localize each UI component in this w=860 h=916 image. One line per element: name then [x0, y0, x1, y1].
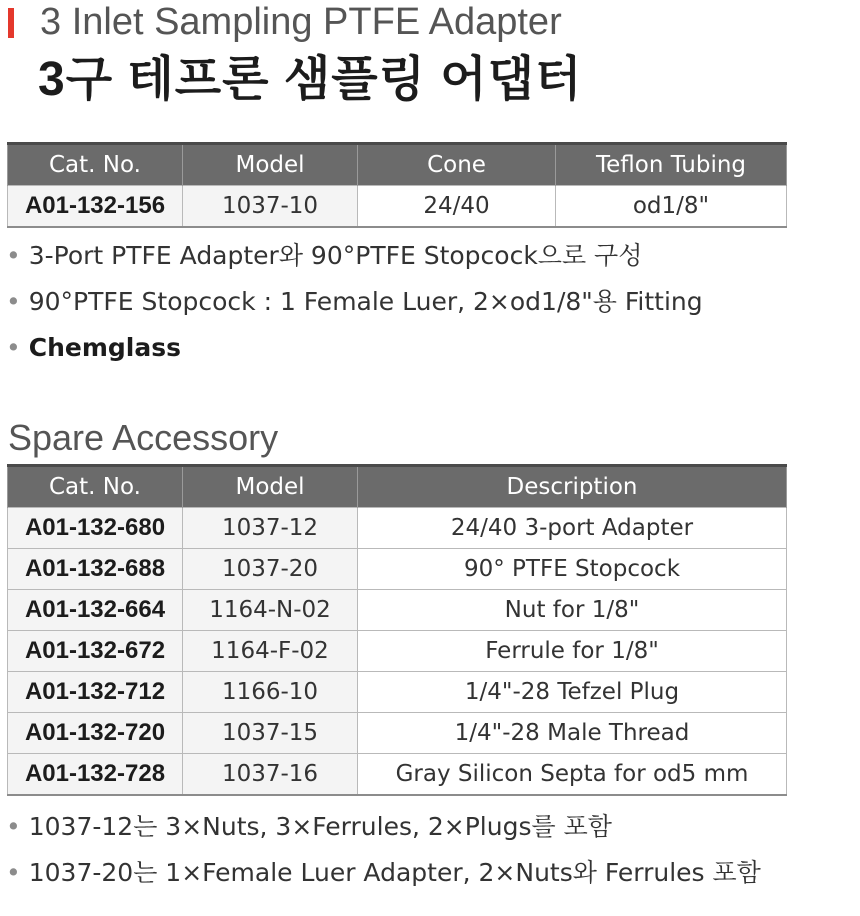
column-header-cat-no: Cat. No.	[8, 466, 183, 508]
note-text: 1037-20는 1×Female Luer Adapter, 2×Nuts와 Ferrules 포함	[28, 858, 761, 887]
model-cell: 1166-10	[183, 672, 358, 713]
table-header-row	[8, 144, 787, 186]
product-spec-table	[7, 142, 787, 228]
column-header-model: Model	[183, 144, 358, 186]
page-title-korean: 3구 테프론 샘플링 어댑터	[38, 53, 583, 106]
list-item	[6, 804, 761, 850]
table-row	[8, 508, 787, 549]
column-header-teflon-tubing: Teflon Tubing	[556, 144, 787, 186]
page-title-english: 3 Inlet Sampling PTFE Adapter	[40, 1, 562, 43]
description-cell: 90° PTFE Stopcock	[358, 549, 787, 590]
list-item	[6, 850, 761, 896]
model-cell: 1037-20	[183, 549, 358, 590]
cat-no-cell: A01-132-680	[8, 508, 183, 549]
column-header-cat-no: Cat. No.	[8, 144, 183, 186]
table-row	[8, 672, 787, 713]
table-row	[8, 631, 787, 672]
cat-no-cell: A01-132-688	[8, 549, 183, 590]
cat-no-cell: A01-132-712	[8, 672, 183, 713]
list-item	[6, 279, 703, 325]
model-cell: 1164-N-02	[183, 590, 358, 631]
cat-no-cell: A01-132-720	[8, 713, 183, 754]
product-notes-list	[6, 233, 703, 371]
column-header-cone: Cone	[358, 144, 556, 186]
spare-accessory-table	[7, 464, 787, 796]
description-cell: Ferrule for 1/8"	[358, 631, 787, 672]
bullet-icon: •	[6, 241, 21, 270]
description-cell: Nut for 1/8"	[358, 590, 787, 631]
title-accent-bar	[8, 8, 14, 38]
description-cell: Gray Silicon Septa for od5 mm	[358, 754, 787, 796]
list-item	[6, 233, 703, 279]
table-row	[8, 590, 787, 631]
cat-no-cell: A01-132-672	[8, 631, 183, 672]
description-cell: 1/4"-28 Tefzel Plug	[358, 672, 787, 713]
cat-no-cell: A01-132-156	[8, 186, 183, 228]
model-cell: 1037-10	[183, 186, 358, 228]
table-header-row	[8, 466, 787, 508]
teflon-tubing-cell: od1/8"	[556, 186, 787, 228]
cone-cell: 24/40	[358, 186, 556, 228]
list-item	[6, 325, 703, 371]
bullet-icon: •	[6, 858, 21, 887]
table-row	[8, 549, 787, 590]
note-text: 1037-12는 3×Nuts, 3×Ferrules, 2×Plugs를 포함	[28, 812, 612, 841]
cat-no-cell: A01-132-728	[8, 754, 183, 796]
model-cell: 1164-F-02	[183, 631, 358, 672]
column-header-model: Model	[183, 466, 358, 508]
table-row	[8, 713, 787, 754]
description-cell: 1/4"-28 Male Thread	[358, 713, 787, 754]
manufacturer-name: Chemglass	[28, 333, 181, 362]
column-header-description: Description	[358, 466, 787, 508]
bullet-icon: •	[6, 333, 21, 362]
table-row	[8, 186, 787, 228]
note-text: 3-Port PTFE Adapter와 90°PTFE Stopcock으로 구성	[28, 241, 643, 270]
table-row	[8, 754, 787, 796]
spare-notes-list	[6, 804, 761, 896]
model-cell: 1037-12	[183, 508, 358, 549]
spare-accessory-heading: Spare Accessory	[8, 417, 279, 458]
model-cell: 1037-15	[183, 713, 358, 754]
cat-no-cell: A01-132-664	[8, 590, 183, 631]
bullet-icon: •	[6, 812, 21, 841]
note-text: 90°PTFE Stopcock : 1 Female Luer, 2×od1/8"용 Fitting	[28, 287, 703, 316]
description-cell: 24/40 3-port Adapter	[358, 508, 787, 549]
bullet-icon: •	[6, 287, 21, 316]
model-cell: 1037-16	[183, 754, 358, 796]
